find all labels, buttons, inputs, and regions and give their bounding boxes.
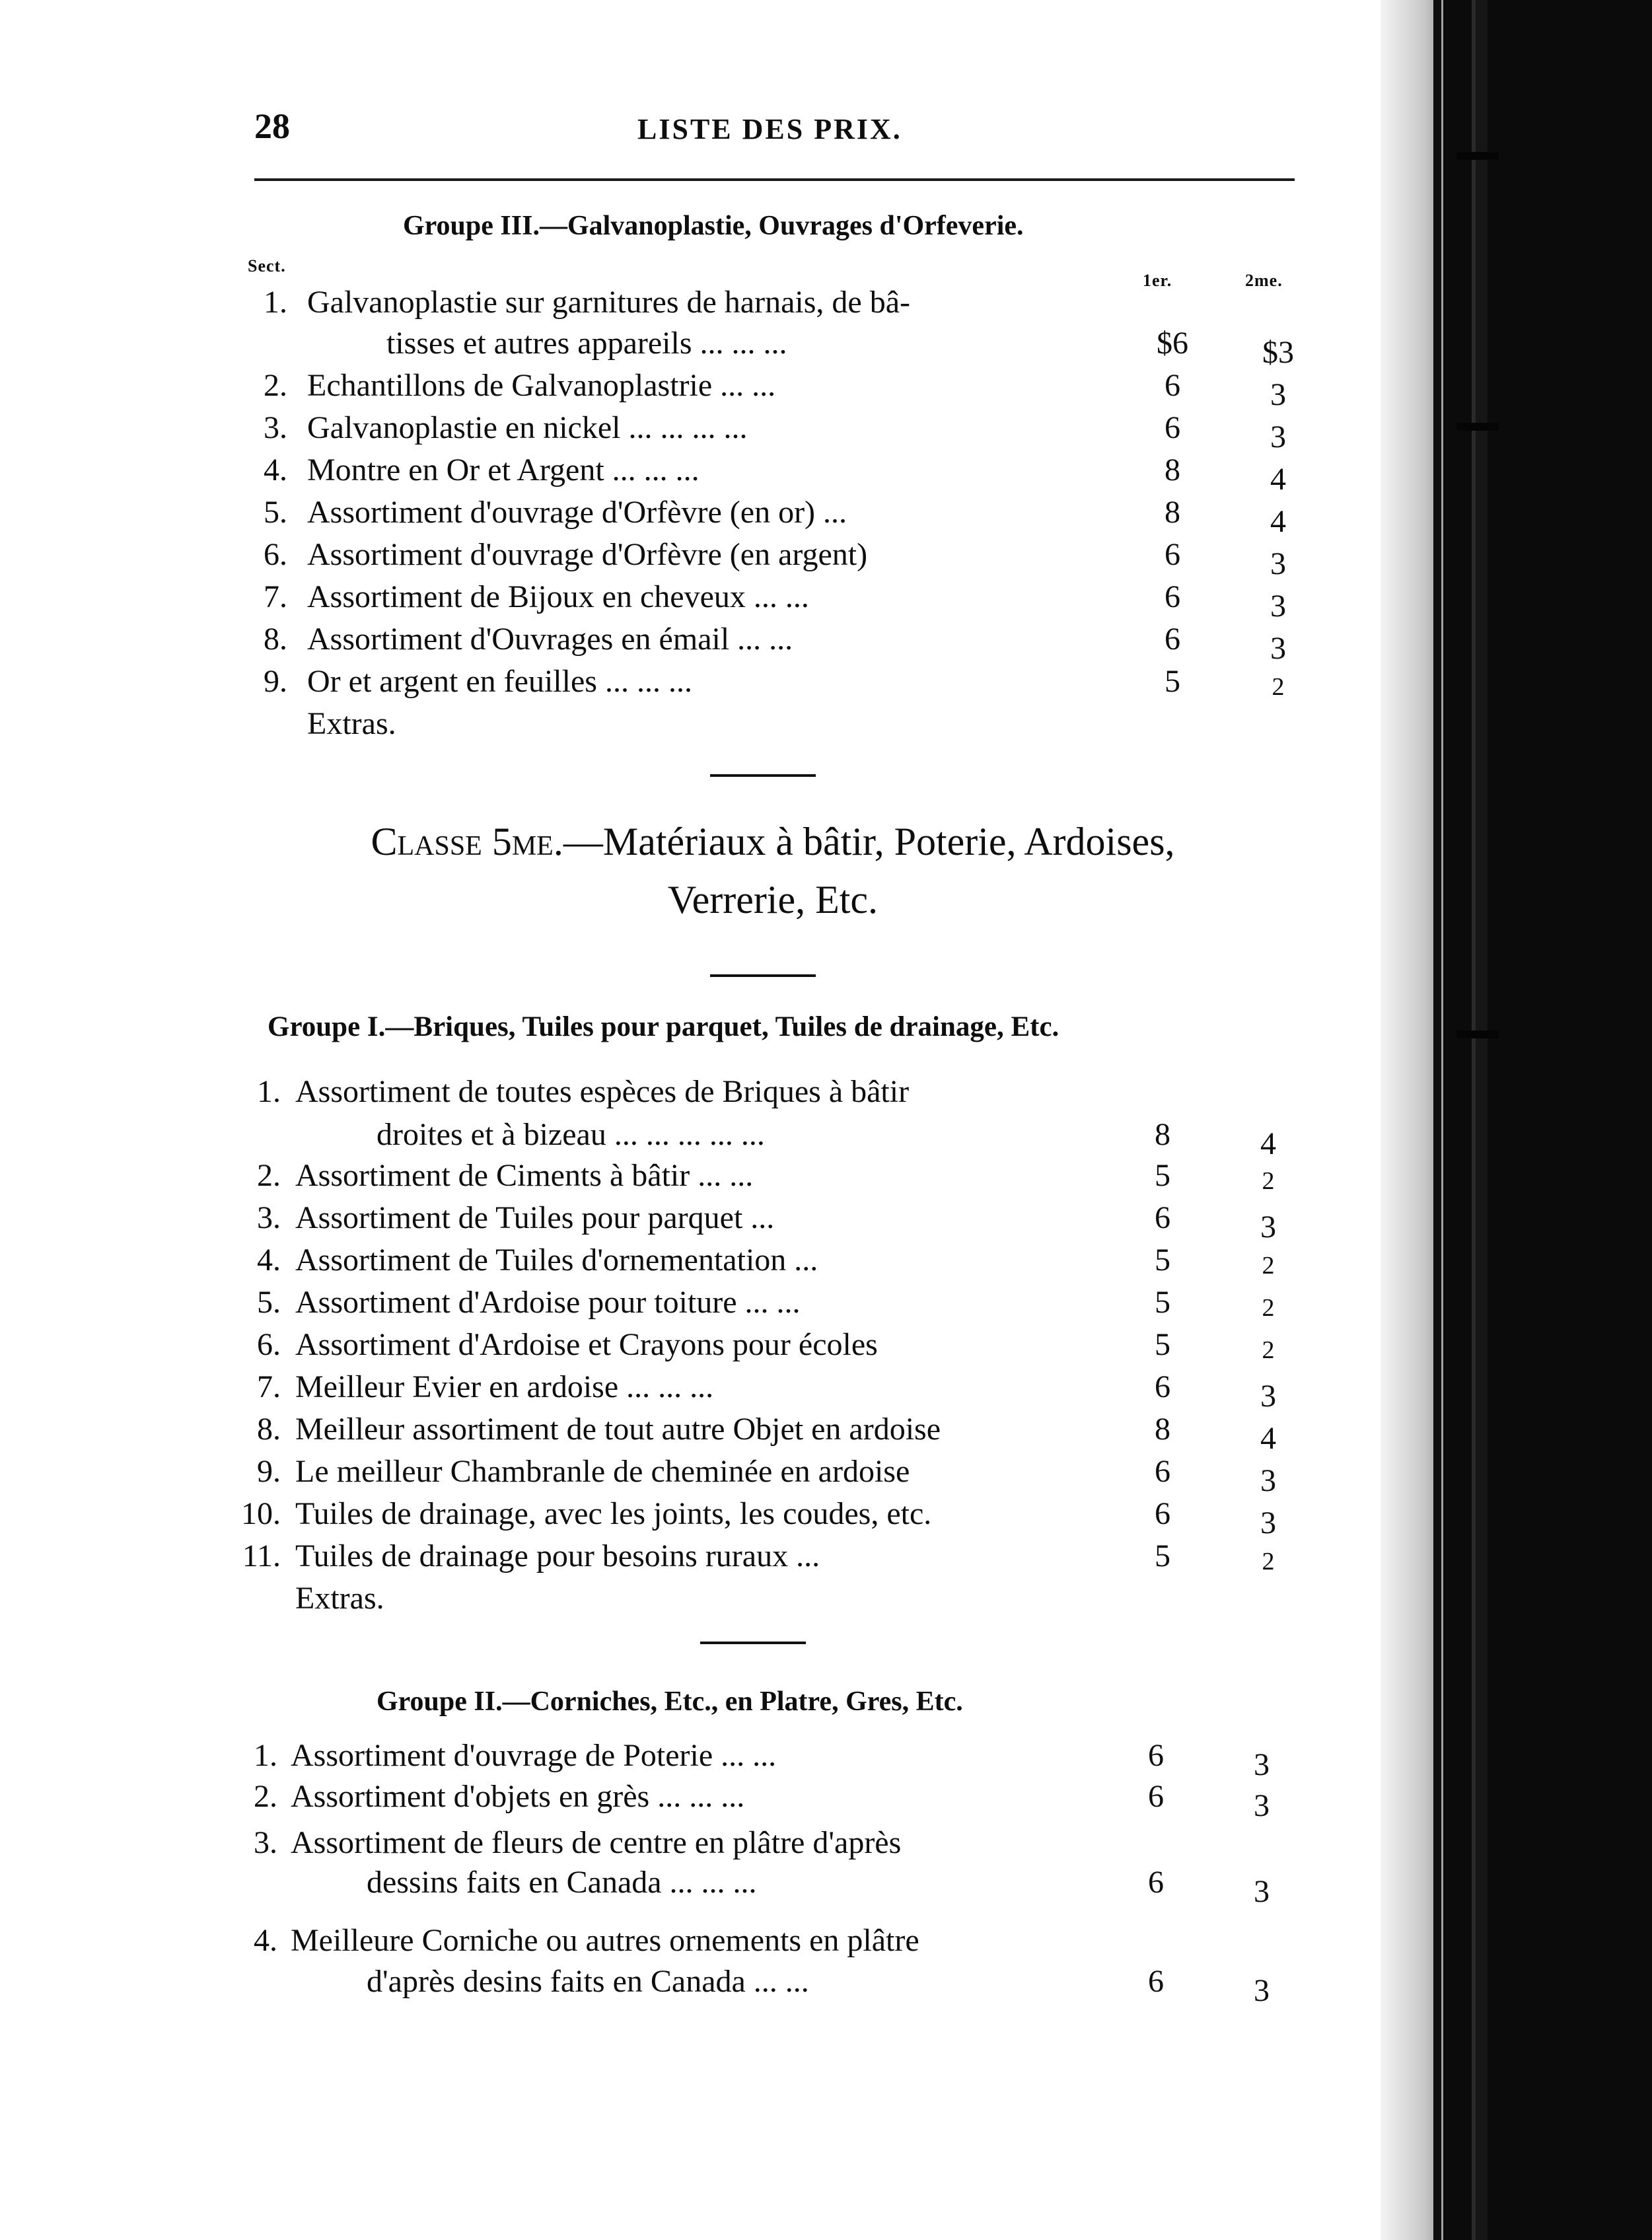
section-number: 2. <box>254 1779 277 1814</box>
list-item <box>0 1284 1387 1325</box>
section-number: 3. <box>254 1825 277 1860</box>
section-divider <box>710 974 816 977</box>
list-item <box>0 1200 1387 1245</box>
section-number: 4. <box>254 1923 277 1958</box>
list-item <box>0 367 1387 412</box>
binding-thread <box>1472 0 1488 2240</box>
item-description: Galvanoplastie en nickel ... ... ... ... <box>307 410 748 445</box>
second-prize-value: 3 <box>1254 1874 1270 1909</box>
running-header <box>254 106 1298 159</box>
list-item <box>0 410 1387 454</box>
section-number: 11. <box>242 1538 281 1573</box>
section-number: 3. <box>264 410 287 445</box>
section-number: 1. <box>254 1738 277 1773</box>
first-prize-value: 6 <box>1148 1738 1164 1773</box>
first-prize-column-label: 1er. <box>1143 271 1172 290</box>
list-item <box>0 1369 1387 1414</box>
item-description: Or et argent en feuilles ... ... ... <box>307 664 692 699</box>
section-number: 6. <box>264 537 287 572</box>
classe-5-subject: —Matériaux à bâtir, Poterie, Ardoises, <box>563 820 1175 863</box>
item-description: d'après desins faits en Canada ... ... <box>367 1964 809 1999</box>
item-description: droites et à bizeau ... ... ... ... ... <box>377 1117 765 1152</box>
binding-knot <box>1456 1030 1499 1038</box>
second-prize-value: 3 <box>1254 1788 1270 1823</box>
second-prize-value: 3 <box>1260 1379 1276 1414</box>
section-divider <box>700 1642 806 1644</box>
item-description: Galvanoplastie sur garnitures de harnais, de bâ- <box>307 285 911 320</box>
item-description: Extras. <box>307 706 396 741</box>
classe-5-label: Classe 5me. <box>371 820 563 863</box>
list-item <box>0 1922 1387 1963</box>
item-description: Extras. <box>295 1581 384 1616</box>
group-1-heading: Groupe I.—Briques, Tuiles pour parquet, Tuiles de drainage, Etc. <box>268 1011 1059 1042</box>
first-prize-value: 6 <box>1165 537 1180 572</box>
list-item <box>0 452 1387 497</box>
item-description: Assortiment de fleurs de centre en plâtre d'après <box>291 1825 902 1860</box>
second-prize-value: 2 <box>1262 1252 1275 1280</box>
item-description: Assortiment de Bijoux en cheveux ... ... <box>307 579 809 614</box>
first-prize-value: 6 <box>1155 1454 1170 1489</box>
first-prize-value: 6 <box>1165 410 1180 445</box>
list-item <box>0 1496 1387 1540</box>
list-item <box>0 1411 1387 1456</box>
item-description: Montre en Or et Argent ... ... ... <box>307 452 700 488</box>
item-description: Assortiment d'objets en grès ... ... ... <box>291 1779 745 1814</box>
second-prize-value: 3 <box>1270 546 1286 581</box>
group-2-heading: Groupe II.—Corniches, Etc., en Platre, Gres, Etc. <box>377 1686 963 1717</box>
list-item <box>0 1580 1387 1621</box>
item-description: Assortiment d'Ouvrages en émail ... ... <box>307 622 793 657</box>
item-description: Assortiment d'Ardoise et Crayons pour écoles <box>295 1327 878 1362</box>
item-description: Meilleur assortiment de tout autre Objet en ardoise <box>295 1412 941 1447</box>
list-item <box>0 325 1387 370</box>
list-item <box>0 663 1387 704</box>
item-description: Assortiment d'ouvrage d'Orfèvre (en argent) <box>307 537 868 572</box>
item-description: Meilleure Corniche ou autres ornements en plâtre <box>291 1923 919 1958</box>
second-prize-value: 4 <box>1260 1421 1276 1456</box>
item-description: dessins faits en Canada ... ... ... <box>367 1865 757 1900</box>
second-prize-value: 3 <box>1260 1210 1276 1245</box>
first-prize-value: 8 <box>1165 452 1180 488</box>
first-prize-value: 6 <box>1165 622 1180 657</box>
section-number: 9. <box>264 664 287 699</box>
section-number: 4. <box>264 452 287 488</box>
section-number: 9. <box>257 1454 281 1489</box>
item-description: Tuiles de drainage pour besoins ruraux ... <box>295 1538 820 1573</box>
item-description: Meilleur Evier en ardoise ... ... ... <box>295 1369 714 1404</box>
second-prize-value: 3 <box>1270 377 1286 412</box>
item-description: Assortiment d'Ardoise pour toiture ... ... <box>295 1285 801 1320</box>
second-prize-value: 4 <box>1270 462 1286 497</box>
section-column-label: Sect. <box>248 256 286 275</box>
first-prize-value: 6 <box>1155 1369 1170 1404</box>
item-description: Tuiles de drainage, avec les joints, les coudes, etc. <box>295 1496 932 1531</box>
second-prize-value: 3 <box>1270 631 1286 666</box>
second-prize-value: 2 <box>1262 1167 1275 1195</box>
second-prize-value: 3 <box>1260 1505 1276 1540</box>
first-prize-value: 5 <box>1165 664 1180 699</box>
first-prize-value: 5 <box>1155 1243 1170 1278</box>
list-item <box>0 1453 1387 1498</box>
section-number: 8. <box>264 622 287 657</box>
second-prize-value: 4 <box>1260 1126 1276 1161</box>
list-item <box>0 1242 1387 1283</box>
first-prize-value: 8 <box>1155 1117 1170 1152</box>
list-item <box>0 1864 1387 1909</box>
list-item <box>0 1737 1387 1782</box>
item-description: tisses et autres appareils ... ... ... <box>386 326 787 361</box>
second-prize-value: 3 <box>1260 1463 1276 1498</box>
section-number: 8. <box>257 1412 281 1447</box>
page-edge-shadow <box>1381 0 1453 2240</box>
item-description: Echantillons de Galvanoplastrie ... ... <box>307 368 776 403</box>
second-prize-value: 2 <box>1262 1548 1275 1575</box>
first-prize-value: 6 <box>1155 1200 1170 1235</box>
first-prize-value: $6 <box>1157 326 1188 361</box>
section-number: 2. <box>264 368 287 403</box>
list-item <box>0 494 1387 539</box>
binding-knot <box>1456 152 1499 160</box>
second-prize-column-label: 2me. <box>1245 271 1283 290</box>
section-number: 2. <box>257 1158 281 1193</box>
classe-5-title-line-2: Verrerie, Etc. <box>667 878 879 921</box>
item-description: Assortiment de Tuiles pour parquet ... <box>295 1200 775 1235</box>
first-prize-value: 6 <box>1148 1964 1164 1999</box>
first-prize-value: 6 <box>1148 1865 1164 1900</box>
second-prize-value: 4 <box>1270 504 1286 539</box>
first-prize-value: 6 <box>1165 368 1180 403</box>
list-item <box>0 1157 1387 1198</box>
section-number: 10. <box>241 1496 281 1531</box>
first-prize-value: 6 <box>1148 1779 1164 1814</box>
list-item <box>0 536 1387 581</box>
first-prize-value: 5 <box>1155 1158 1170 1193</box>
list-item <box>0 1116 1387 1161</box>
item-description: Assortiment de Ciments à bâtir ... ... <box>295 1158 754 1193</box>
second-prize-value: 2 <box>1262 1294 1275 1322</box>
classe-5-title-line-1 <box>284 819 1262 865</box>
page-edge-line <box>1433 0 1441 2240</box>
header-rule <box>254 178 1295 181</box>
item-description: Assortiment de Tuiles d'ornementation ... <box>295 1243 818 1278</box>
binding-knot <box>1456 423 1499 431</box>
second-prize-value: 2 <box>1272 673 1285 701</box>
second-prize-value: 3 <box>1254 1747 1270 1782</box>
section-number: 1. <box>264 285 287 320</box>
section-number: 6. <box>257 1327 281 1362</box>
list-item <box>0 1778 1387 1823</box>
section-number: 7. <box>257 1369 281 1404</box>
page-number: 28 <box>254 106 290 146</box>
list-item <box>0 284 1387 325</box>
list-item <box>0 1326 1387 1367</box>
section-number: 5. <box>264 495 287 530</box>
list-item <box>0 621 1387 666</box>
list-item <box>0 705 1387 746</box>
second-prize-value: $3 <box>1262 335 1294 370</box>
second-prize-value: 2 <box>1262 1336 1275 1364</box>
list-item <box>0 1073 1387 1114</box>
section-number: 7. <box>264 579 287 614</box>
section-number: 5. <box>257 1285 281 1320</box>
first-prize-value: 5 <box>1155 1327 1170 1362</box>
first-prize-value: 8 <box>1165 495 1180 530</box>
list-item <box>0 1825 1387 1865</box>
section-number: 3. <box>257 1200 281 1235</box>
section-divider <box>710 774 816 777</box>
item-description: Assortiment d'ouvrage d'Orfèvre (en or) ... <box>307 495 847 530</box>
list-item <box>0 1538 1387 1579</box>
second-prize-value: 3 <box>1270 419 1286 454</box>
second-prize-value: 3 <box>1254 1973 1270 2008</box>
first-prize-value: 5 <box>1155 1538 1170 1573</box>
item-description: Assortiment d'ouvrage de Poterie ... ... <box>291 1738 777 1773</box>
second-prize-value: 3 <box>1270 589 1286 624</box>
first-prize-value: 8 <box>1155 1412 1170 1447</box>
item-description: Le meilleur Chambranle de cheminée en ardoise <box>295 1454 910 1489</box>
running-title: LISTE DES PRIX. <box>637 113 902 145</box>
first-prize-value: 5 <box>1155 1285 1170 1320</box>
item-description: Assortiment de toutes espèces de Briques à bâtir <box>295 1074 910 1109</box>
list-item <box>0 579 1387 624</box>
first-prize-value: 6 <box>1155 1496 1170 1531</box>
list-item <box>0 1963 1387 2008</box>
group-3-heading: Groupe III.—Galvanoplastie, Ouvrages d'Orfeverie. <box>403 211 1024 241</box>
section-number: 4. <box>257 1243 281 1278</box>
first-prize-value: 6 <box>1165 579 1180 614</box>
section-number: 1. <box>257 1074 281 1109</box>
